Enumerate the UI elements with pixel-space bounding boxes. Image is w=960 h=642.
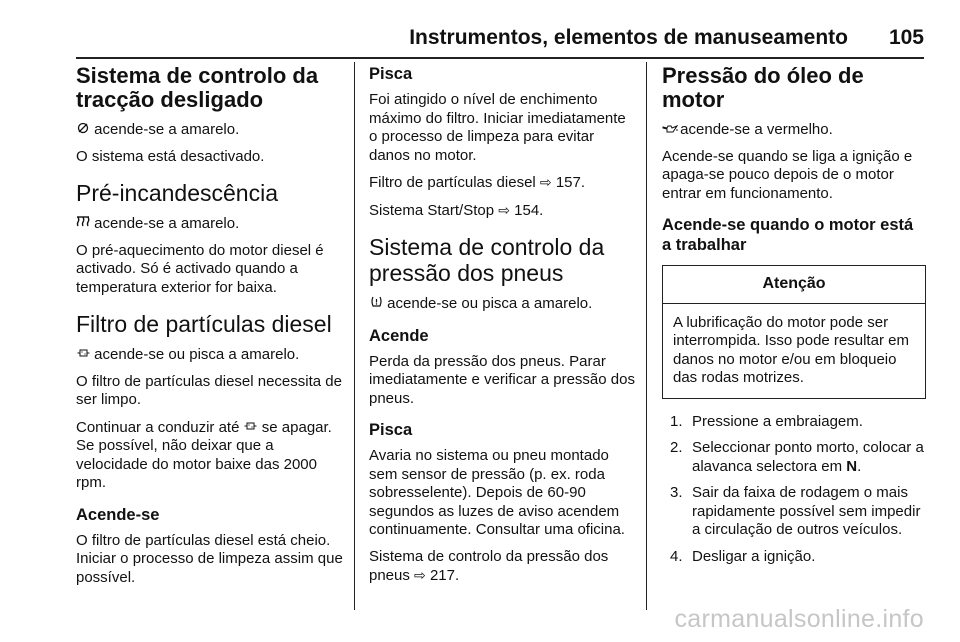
oil-subheading: Acende-se quando o motor está a trabalhar: [662, 216, 914, 254]
dpf-indicator-line: acende-se ou pisca a amarelo.: [76, 345, 344, 365]
dpf-text-2: Continuar a conduzir até se apagar. Se possível, não deixar que a velocidade do motor baixe das 2000 rpm.: [76, 418, 332, 491]
warning-box: [662, 265, 926, 399]
page-reference-arrow-icon: ⇨: [414, 567, 426, 583]
dpf-text-1: O filtro de partículas diesel necessita de ser limpo.: [76, 372, 342, 408]
pisca-subheading: Pisca: [369, 65, 413, 83]
section-heading-oil: Pressão do óleo de motor: [662, 63, 864, 112]
header-rule: [76, 57, 924, 59]
column-3: [662, 62, 926, 574]
preheat-text: O pré-aquecimento do motor diesel é activado. Só é activado quando a temperatura exterior for baixa.: [76, 241, 324, 296]
cross-reference[interactable]: Filtro de partículas diesel ⇨ 157.: [369, 174, 586, 191]
dpf-text-3: O filtro de partículas diesel está cheio. Iniciar o processo de limpeza assim que possível.: [76, 531, 343, 586]
list-item: 1. Pressione a embraiagem.: [670, 412, 863, 430]
page-number: 105: [888, 26, 924, 49]
list-item: 3. Sair da faixa de rodagem o mais rapidamente possível sem impedir a circulação de outros veículos.: [670, 484, 921, 538]
section-heading-traction: Sistema de controlo da tracção desligado: [76, 63, 319, 112]
glow-plug-icon: [76, 214, 90, 233]
tpms-indicator-line: acende-se ou pisca a amarelo.: [369, 294, 635, 314]
page-reference-arrow-icon: ⇨: [539, 174, 552, 190]
tire-pressure-icon: [369, 294, 383, 313]
steps-list: [662, 413, 926, 567]
diesel-particulate-filter-icon: [76, 345, 90, 364]
oil-text: Acende-se quando se liga a ignição e apaga-se pouco depois de o motor entrar em funcionamento.: [662, 147, 913, 202]
section-heading-preheat: Pré-incandescência: [76, 180, 279, 206]
list-item: 2. Seleccionar ponto morto, colocar a alavanca selectora em N.: [670, 439, 924, 475]
pisca-text: Foi atingido o nível de enchimento máximo do filtro. Iniciar imediatamente o processo de limpeza para evitar danos no motor.: [369, 91, 626, 164]
tpms-subheading-acende: Acende: [369, 326, 429, 345]
tpms-text-1: Perda da pressão dos pneus. Parar imediatamente e verificar a pressão dos pneus.: [369, 352, 635, 407]
dpf-subheading: Acende-se: [76, 505, 160, 524]
column-1: [76, 62, 344, 595]
column-divider: [646, 62, 647, 610]
section-heading-dpf: Filtro de partículas diesel: [76, 311, 332, 337]
section-heading-tpms: Sistema de controlo da pressão dos pneus: [369, 234, 605, 286]
traction-off-icon: [76, 120, 90, 139]
running-header: Instrumentos, elementos de manuseamento: [409, 26, 848, 49]
cross-reference[interactable]: Sistema Start/Stop ⇨ 154.: [369, 201, 544, 219]
warning-text: A lubrificação do motor pode ser interrompida. Isso pode resultar em danos no motor e/ou em bloqueio das rodas motrizes.: [673, 313, 909, 386]
traction-text: O sistema está desactivado.: [76, 147, 265, 165]
traction-indicator-line: acende-se a amarelo.: [76, 120, 344, 140]
cross-reference[interactable]: Sistema de controlo da pressão dos pneus ⇨ 217.: [369, 547, 609, 584]
oil-can-icon: [662, 120, 676, 139]
preheat-indicator-line: acende-se a amarelo.: [76, 214, 344, 234]
page-reference-arrow-icon: ⇨: [498, 201, 510, 218]
diesel-particulate-filter-icon: [244, 418, 258, 437]
column-2: [369, 62, 635, 594]
column-divider: [354, 62, 355, 610]
tpms-subheading-pisca: Pisca: [369, 421, 413, 439]
warning-title: Atenção: [663, 266, 925, 304]
list-item: 4. Desligar a ignição.: [670, 547, 816, 565]
oil-indicator-line: acende-se a vermelho.: [662, 120, 926, 140]
tpms-text-2: Avaria no sistema ou pneu montado sem sensor de pressão (p. ex. roda sobresselente). Depois de 60-90 segundos as luzes de aviso acendem continuamente. Consultar uma oficina.: [369, 447, 625, 538]
watermark: carmanualsonline.info: [674, 605, 924, 633]
